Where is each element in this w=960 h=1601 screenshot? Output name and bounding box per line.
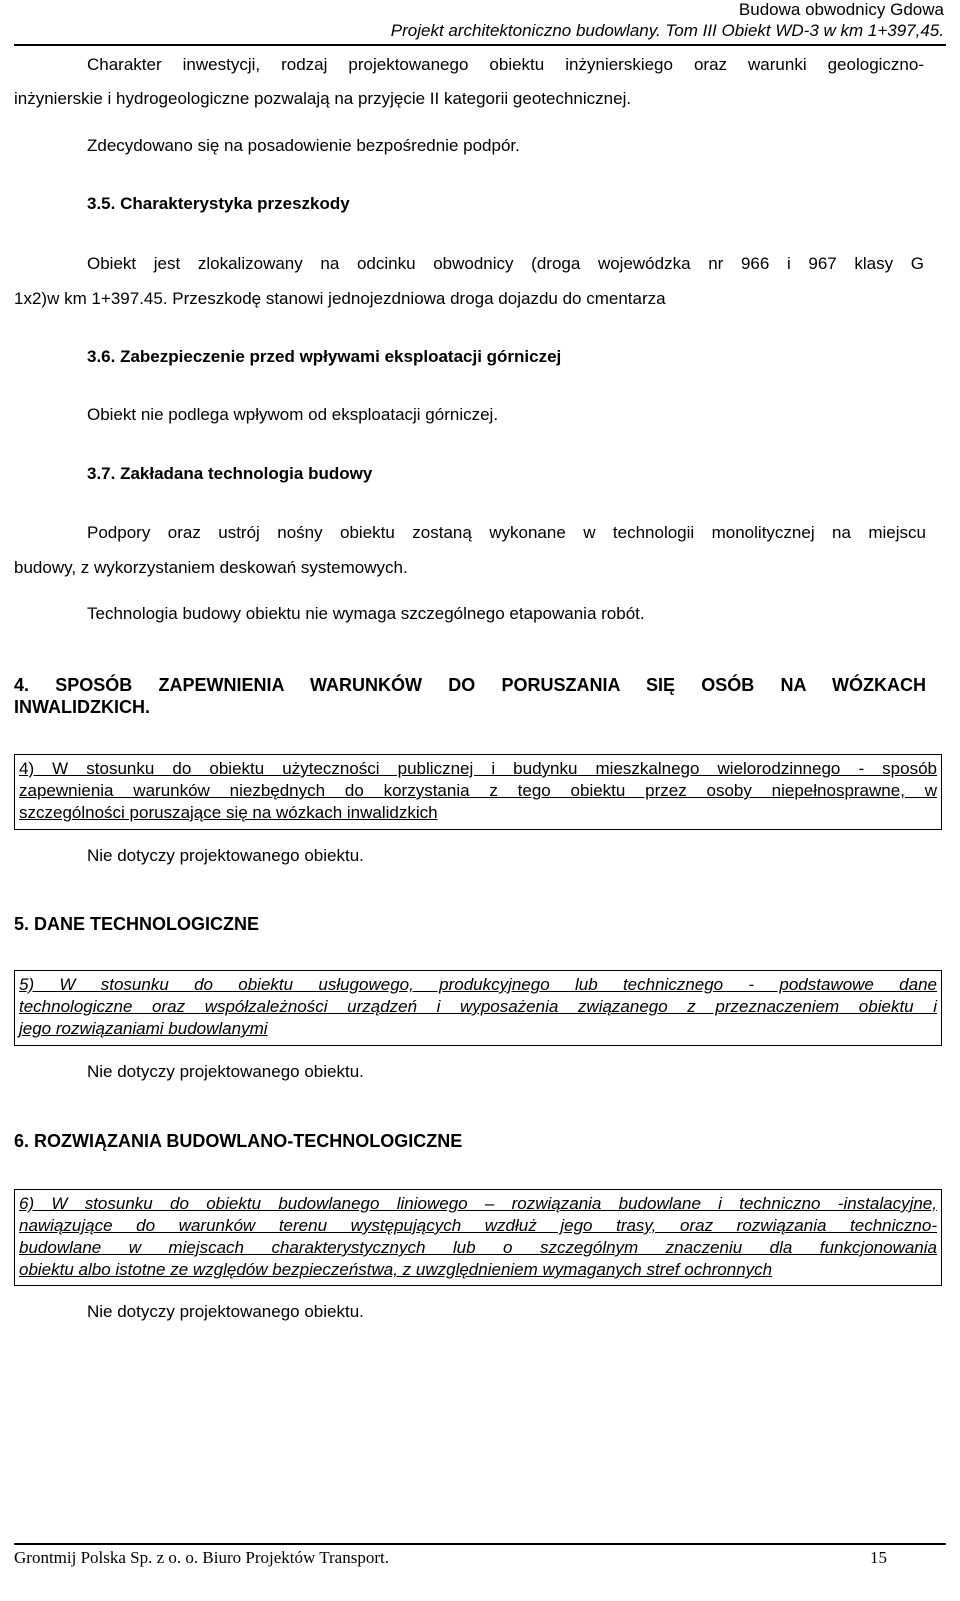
paragraph-foundation: Zdecydowano się na posadowienie bezpośrednie podpór.: [87, 136, 520, 155]
paragraph-intro-line-1: Charakter inwestycji, rodzaj projektowanego obiektu inżynierskiego oraz warunki geologiczno-: [87, 55, 924, 74]
requirement-box-5-line-1: 5) W stosunku do obiektu usługowego, produkcyjnego lub technicznego - podstawowe dane: [19, 975, 937, 994]
footer-company: Grontmij Polska Sp. z o. o. Biuro Projektów Transport.: [14, 1548, 389, 1567]
requirement-box-4-line-3: szczególności poruszające się na wózkach inwalidzkich: [19, 803, 438, 822]
heading-section-6: 6. ROZWIĄZANIA BUDOWLANO-TECHNOLOGICZNE: [14, 1131, 463, 1151]
footer-page-number: 15: [870, 1548, 887, 1567]
paragraph-section-4-not-applicable: Nie dotyczy projektowanego obiektu.: [87, 846, 364, 865]
requirement-box-6: [14, 1189, 942, 1286]
requirement-box-6-line-2: nawiązujące do warunków terenu występujących wzdłuż jego trasy, oraz rozwiązania techniczno-: [19, 1216, 937, 1235]
header-project-title: Budowa obwodnicy Gdowa: [738, 0, 944, 19]
paragraph-3-5-line-1: Obiekt jest zlokalizowany na odcinku obwodnicy (droga wojewódzka nr 966 i 967 klasy G: [87, 254, 924, 273]
requirement-box-5-line-3: jego rozwiązaniami budowlanymi: [19, 1019, 268, 1038]
paragraph-3-5-line-2: 1x2)w km 1+397.45. Przeszkodę stanowi jednojezdniowa droga dojazdu do cmentarza: [14, 289, 666, 308]
requirement-box-6-line-1: 6) W stosunku do obiektu budowlanego liniowego – rozwiązania budowlane i techniczno -instalacyjne,: [19, 1194, 937, 1213]
heading-section-4-line-2: INWALIDZKICH.: [14, 697, 150, 717]
requirement-box-4-line-2: zapewnienia warunków niezbędnych do korzystania z tego obiektu przez osoby niepełnosprawne, w: [19, 781, 937, 800]
heading-3-7: 3.7. Zakładana technologia budowy: [87, 464, 373, 483]
header-volume-title: Projekt architektoniczno budowlany. Tom III Obiekt WD-3 w km 1+397,45.: [390, 21, 944, 40]
requirement-box-5-line-2: technologiczne oraz współzależności urządzeń i wyposażenia związanego z przeznaczeniem obiektu i: [19, 997, 937, 1016]
footer-rule: [14, 1543, 946, 1545]
heading-section-5: 5. DANE TECHNOLOGICZNE: [14, 914, 260, 934]
paragraph-intro-line-2: inżynierskie i hydrogeologiczne pozwalają na przyjęcie II kategorii geotechnicznej.: [14, 89, 632, 108]
requirement-box-5: [14, 970, 942, 1046]
heading-3-6: 3.6. Zabezpieczenie przed wpływami eksploatacji górniczej: [87, 347, 562, 366]
paragraph-3-7-technology: Technologia budowy obiektu nie wymaga szczególnego etapowania robót.: [87, 604, 645, 623]
paragraph-3-6: Obiekt nie podlega wpływom od eksploatacji górniczej.: [87, 405, 499, 424]
requirement-box-4-line-1: 4) W stosunku do obiektu użyteczności publicznej i budynku mieszkalnego wielorodzinnego - sposób: [19, 759, 937, 778]
paragraph-3-7-line-2: budowy, z wykorzystaniem deskowań systemowych.: [14, 558, 408, 577]
requirement-box-6-line-3: budowlane w miejscach charakterystycznych lub o szczególnym znaczeniu dla funkcjonowania: [19, 1238, 937, 1257]
heading-section-4-line-1: 4. SPOSÓB ZAPEWNIENIA WARUNKÓW DO PORUSZANIA SIĘ OSÓB NA WÓZKACH: [14, 675, 926, 695]
header-rule: [14, 44, 946, 46]
paragraph-3-7-line-1: Podpory oraz ustrój nośny obiektu zostaną wykonane w technologii monolitycznej na miejscu: [87, 523, 926, 542]
requirement-box-6-line-4: obiektu albo istotne ze względów bezpieczeństwa, z uwzględnieniem wymaganych stref ochronnych: [19, 1260, 773, 1279]
paragraph-section-6-not-applicable: Nie dotyczy projektowanego obiektu.: [87, 1302, 364, 1321]
requirement-box-4: [14, 754, 942, 830]
paragraph-section-5-not-applicable: Nie dotyczy projektowanego obiektu.: [87, 1062, 364, 1081]
heading-3-5: 3.5. Charakterystyka przeszkody: [87, 194, 350, 213]
